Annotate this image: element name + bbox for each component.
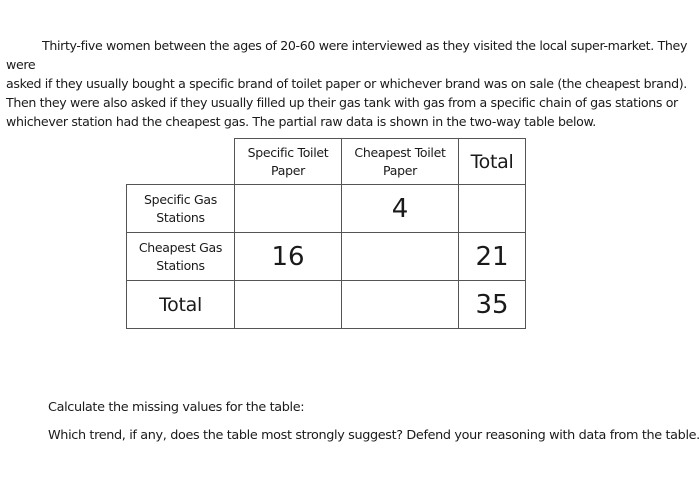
intro-line: Thirty-five women between the ages of 20-60 were interviewed as they visited the local super-market. They were — [6, 38, 688, 72]
cell-total-specific-tp[interactable] — [235, 281, 342, 329]
cell-specific-gas-total[interactable] — [459, 185, 526, 233]
intro-line: asked if they usually bought a specific brand of toilet paper or whichever brand was on sale (the cheapest brand). — [6, 76, 687, 91]
cell-grand-total[interactable]: 35 — [459, 281, 526, 329]
cell-specific-gas-cheapest-tp[interactable]: 4 — [342, 185, 459, 233]
two-way-table — [126, 138, 526, 329]
cell-specific-gas-specific-tp[interactable] — [235, 185, 342, 233]
row-header-total: Total — [127, 281, 235, 329]
question-trend: Which trend, if any, does the table most strongly suggest? Defend your reasoning with data from the table. — [48, 428, 700, 443]
column-header-total: Total — [459, 139, 526, 185]
column-header-cheapest-toilet-paper: Cheapest Toilet Paper — [342, 139, 459, 185]
header-row — [127, 139, 526, 185]
problem-statement — [6, 36, 696, 131]
cell-cheapest-gas-total[interactable]: 21 — [459, 233, 526, 281]
cell-cheapest-gas-specific-tp[interactable]: 16 — [235, 233, 342, 281]
corner-cell — [127, 139, 235, 185]
cell-cheapest-gas-cheapest-tp[interactable] — [342, 233, 459, 281]
intro-line: whichever station had the cheapest gas. The partial raw data is shown in the two-way table below. — [6, 114, 596, 129]
row-header-cheapest-gas-stations: Cheapest Gas Stations — [127, 233, 235, 281]
column-header-specific-toilet-paper: Specific Toilet Paper — [235, 139, 342, 185]
row-header-specific-gas-stations: Specific Gas Stations — [127, 185, 235, 233]
intro-line: Then they were also asked if they usually filled up their gas tank with gas from a specific chain of gas stations or — [6, 95, 678, 110]
table-row-total — [127, 281, 526, 329]
table-row-cheapest-gas — [127, 233, 526, 281]
table-row-specific-gas — [127, 185, 526, 233]
cell-total-cheapest-tp[interactable] — [342, 281, 459, 329]
question-calculate-missing: Calculate the missing values for the table: — [48, 400, 305, 415]
